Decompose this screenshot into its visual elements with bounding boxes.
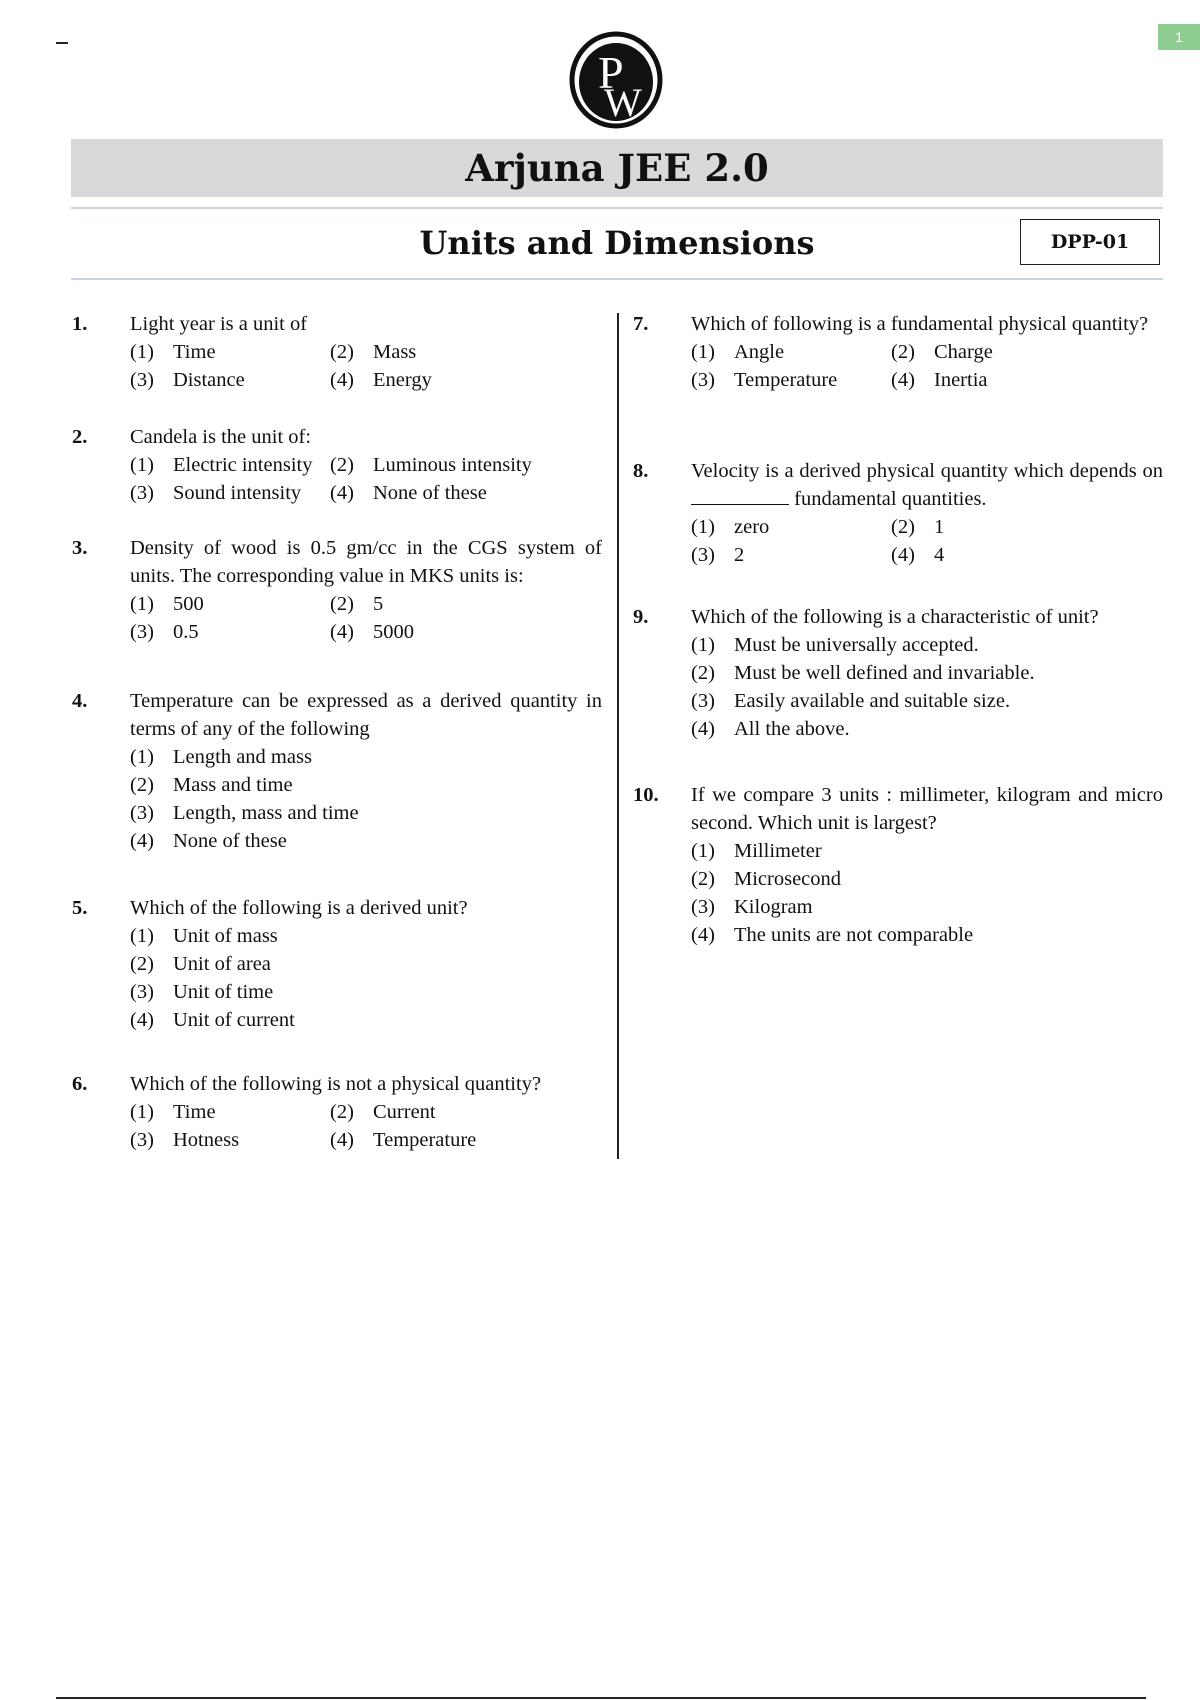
question-text: Light year is a unit of xyxy=(130,313,308,335)
footer-rule xyxy=(56,1697,1146,1699)
question-text: Which of the following is a characteristic of unit? xyxy=(691,606,1099,628)
option-4: (4) Unit of current xyxy=(130,1009,295,1031)
question-text: Density of wood is 0.5 gm/cc in the CGS system of units. The corresponding value in MKS units is: xyxy=(130,537,602,587)
question-text: Candela is the unit of: xyxy=(130,426,312,448)
option-3: (3) Length, mass and time xyxy=(130,802,359,824)
option-2: (2) 5 xyxy=(330,593,384,615)
options xyxy=(691,338,1163,394)
question-text: Which of the following is not a physical quantity? xyxy=(130,1073,542,1095)
option-4: (4) 4 xyxy=(891,544,945,566)
option-4: (4) Energy xyxy=(330,369,432,391)
option-1: (1) zero xyxy=(691,516,770,538)
option-4: (4) All the above. xyxy=(691,718,850,740)
option-2: (2) Charge xyxy=(891,341,993,363)
dpp-code-box: DPP-01 xyxy=(1020,219,1160,265)
option-3: (3) Easily available and suitable size. xyxy=(691,690,1011,712)
question-number: 9. xyxy=(633,606,649,628)
option-3: (3) Kilogram xyxy=(691,896,813,918)
pw-logo-w: W xyxy=(604,80,642,125)
header-dash xyxy=(56,42,68,44)
options xyxy=(691,631,1163,743)
question-number: 10. xyxy=(633,784,659,806)
option-3: (3) Distance xyxy=(130,369,245,391)
option-1: (1) Time xyxy=(130,341,216,363)
option-1: (1) Length and mass xyxy=(130,746,312,768)
question-number: 5. xyxy=(72,897,88,919)
option-2: (2) Luminous intensity xyxy=(330,454,532,476)
question-number: 2. xyxy=(72,426,88,448)
question-10 xyxy=(633,781,1163,949)
question-number: 1. xyxy=(72,313,88,335)
pw-logo-p: P xyxy=(598,47,624,98)
question-4 xyxy=(72,687,602,855)
option-1: (1) Time xyxy=(130,1101,216,1123)
options xyxy=(130,338,602,394)
question-5 xyxy=(72,894,602,1034)
option-1: (1) Unit of mass xyxy=(130,925,278,947)
option-2: (2) Must be well defined and invariable. xyxy=(691,662,1035,684)
question-8 xyxy=(633,457,1163,569)
option-3: (3) Temperature xyxy=(691,369,838,391)
option-1: (1) Millimeter xyxy=(691,840,822,862)
question-text: If we compare 3 units : millimeter, kilogram and micro second. Which unit is largest? xyxy=(691,784,1163,834)
option-4: (4) The units are not comparable xyxy=(691,924,974,946)
option-4: (4) 5000 xyxy=(330,621,414,643)
option-3: (3) Sound intensity xyxy=(130,482,302,504)
options xyxy=(130,451,602,507)
question-7 xyxy=(633,310,1163,394)
page-number-badge: 1 xyxy=(1158,24,1200,50)
options xyxy=(130,590,602,646)
question-number: 6. xyxy=(72,1073,88,1095)
option-2: (2) 1 xyxy=(891,516,945,538)
options xyxy=(691,837,1163,949)
option-3: (3) Unit of time xyxy=(130,981,274,1003)
option-1: (1) Angle xyxy=(691,341,785,363)
option-1: (1) Electric intensity xyxy=(130,454,313,476)
question-2 xyxy=(72,423,602,507)
options xyxy=(691,513,1163,569)
question-text: Velocity is a derived physical quantity which depends on fundamental quantities. xyxy=(691,460,1163,510)
column-divider xyxy=(617,313,619,1159)
options xyxy=(130,922,602,1034)
option-3: (3) Hotness xyxy=(130,1129,240,1151)
option-4: (4) Temperature xyxy=(330,1129,477,1151)
question-number: 3. xyxy=(72,537,88,559)
question-9 xyxy=(633,603,1163,743)
options xyxy=(130,743,602,855)
document-title: Arjuna JEE 2.0 xyxy=(465,146,769,190)
question-1 xyxy=(72,310,602,394)
option-4: (4) None of these xyxy=(330,482,487,504)
question-text: Which of the following is a derived unit? xyxy=(130,897,468,919)
question-number: 8. xyxy=(633,460,649,482)
answer-blank xyxy=(691,486,789,505)
option-2: (2) Mass xyxy=(330,341,417,363)
options xyxy=(130,1098,602,1154)
question-text: Temperature can be expressed as a derived quantity in terms of any of the following xyxy=(130,690,602,740)
option-2: (2) Current xyxy=(330,1101,436,1123)
question-3 xyxy=(72,534,602,646)
question-text: Which of following is a fundamental physical quantity? xyxy=(691,313,1149,335)
title-divider-bottom xyxy=(71,278,1163,280)
title-band xyxy=(71,139,1163,197)
option-2: (2) Mass and time xyxy=(130,774,293,796)
chapter-title: Units and Dimensions xyxy=(419,224,815,262)
option-3: (3) 2 xyxy=(691,544,745,566)
option-1: (1) Must be universally accepted. xyxy=(691,634,979,656)
question-6 xyxy=(72,1070,602,1154)
option-4: (4) Inertia xyxy=(891,369,988,391)
option-1: (1) 500 xyxy=(130,593,204,615)
option-2: (2) Unit of area xyxy=(130,953,271,975)
question-number: 4. xyxy=(72,690,88,712)
option-3: (3) 0.5 xyxy=(130,621,199,643)
option-2: (2) Microsecond xyxy=(691,868,842,890)
pw-logo-icon xyxy=(568,30,664,130)
title-divider-top xyxy=(71,207,1163,209)
question-number: 7. xyxy=(633,313,649,335)
option-4: (4) None of these xyxy=(130,830,287,852)
